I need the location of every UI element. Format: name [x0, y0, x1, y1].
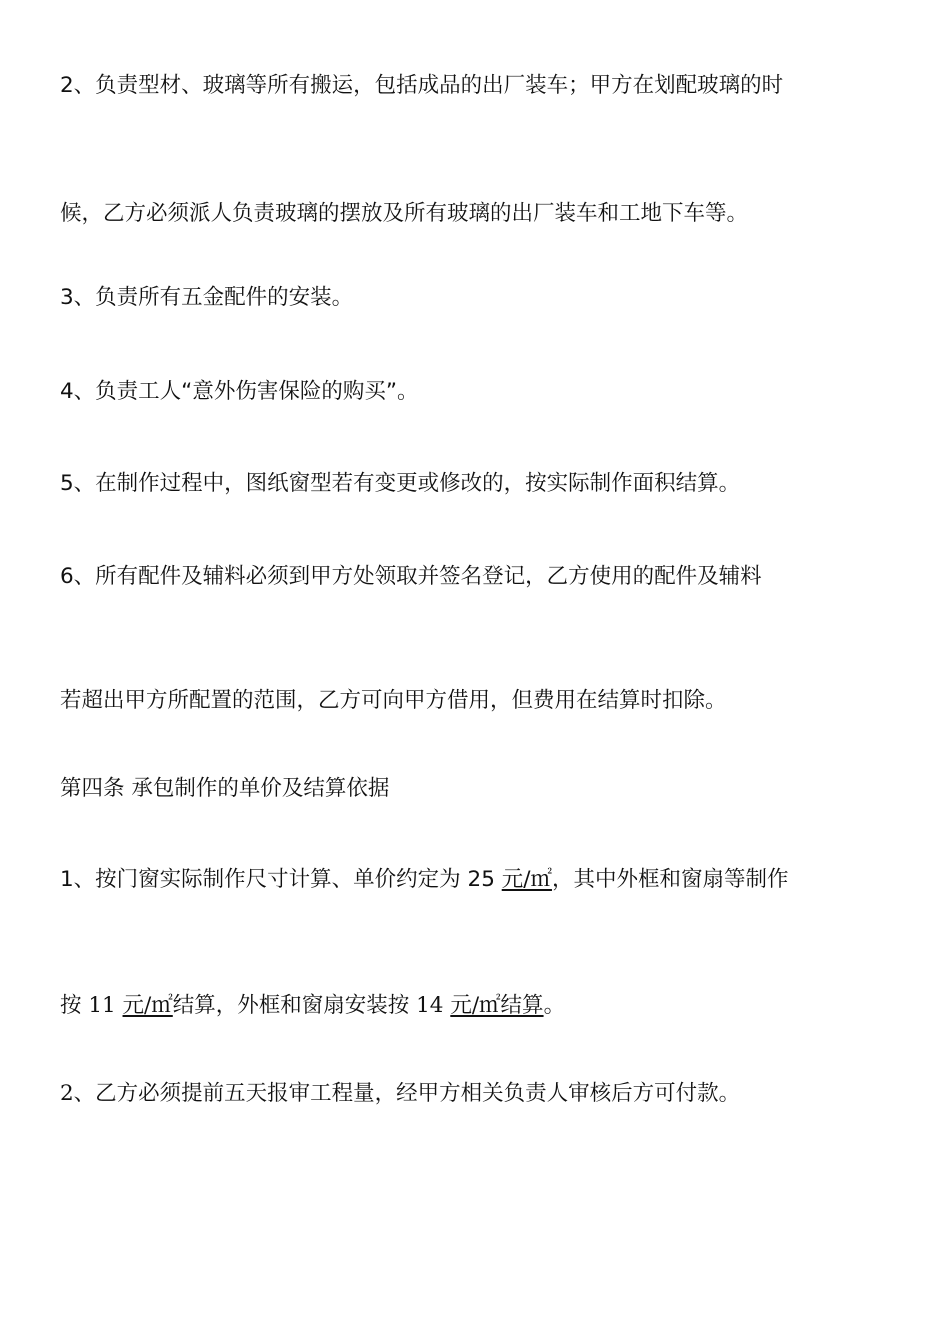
price-clause-line	[60, 991, 565, 1021]
paragraph-line: 2、负责型材、玻璃等所有搬运，包括成品的出厂装车；甲方在划配玻璃的时	[60, 73, 784, 98]
price-clause-line	[60, 865, 788, 895]
unit-text: 元/㎡	[122, 993, 173, 1018]
text-span: 结算，外框和窗扇安装按 14	[172, 993, 451, 1018]
section-heading: 第四条 承包制作的单价及结算依据	[60, 776, 390, 801]
paragraph-line: 候，乙方必须派人负责玻璃的摆放及所有玻璃的出厂装车和工地下车等。	[60, 201, 749, 226]
paragraph-line: 3、负责所有五金配件的安装。	[60, 285, 354, 310]
text-span: ，其中外框和窗扇等制作	[551, 867, 789, 892]
text-span: 1、按门窗实际制作尺寸计算、单价约定为 25	[60, 867, 502, 892]
text-span: 按 11	[60, 993, 123, 1018]
paragraph-line: 4、负责工人“意外伤害保险的购买”。	[60, 379, 419, 404]
unit-text: 元/㎡结算	[450, 993, 544, 1018]
paragraph-line: 2、乙方必须提前五天报审工程量，经甲方相关负责人审核后方可付款。	[60, 1081, 741, 1106]
paragraph-line: 5、在制作过程中，图纸窗型若有变更或修改的，按实际制作面积结算。	[60, 471, 741, 496]
paragraph-line: 6、所有配件及辅料必须到甲方处领取并签名登记，乙方使用的配件及辅料	[60, 564, 762, 589]
text-span: 。	[543, 993, 566, 1018]
paragraph-line: 若超出甲方所配置的范围，乙方可向甲方借用，但费用在结算时扣除。	[60, 688, 727, 713]
unit-text: 元/㎡	[501, 867, 552, 892]
